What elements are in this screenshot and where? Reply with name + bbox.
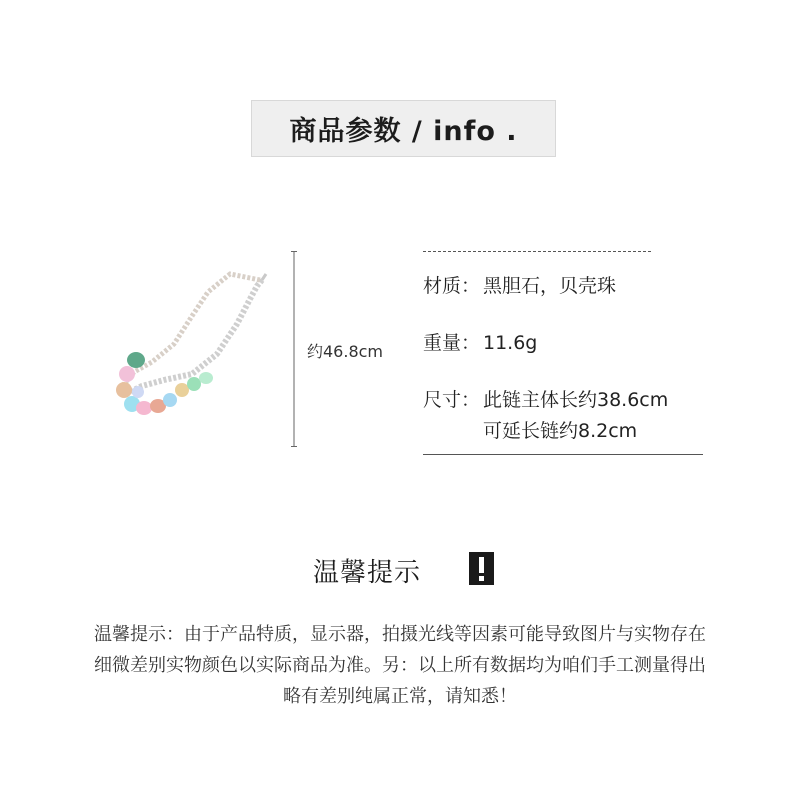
spec-key: 重量： xyxy=(423,332,481,354)
spec-value: 11.6g xyxy=(483,332,538,354)
divider-top xyxy=(423,251,651,252)
dimension-line xyxy=(291,251,297,447)
spec-size xyxy=(423,385,668,412)
exclamation-icon xyxy=(469,552,494,585)
spec-key: 材质： xyxy=(423,275,481,297)
notice-title: 温馨提示 xyxy=(313,558,422,588)
spec-size-extra: 可延长链约8.2cm xyxy=(483,420,638,442)
notice-line: 温馨提示：由于产品特质，显示器，拍摄光线等因素可能导致图片与实物存在 xyxy=(94,624,706,645)
spec-value: 黑胆石，贝壳珠 xyxy=(483,275,617,297)
page-title: 商品参数 / info . xyxy=(251,100,556,157)
notice-line: 略有差别纯属正常，请知悉！ xyxy=(283,686,517,707)
spec-weight xyxy=(423,328,537,355)
necklace-photo xyxy=(112,244,287,444)
divider-bottom xyxy=(423,454,703,455)
notice-line: 细微差别实物颜色以实际商品为准。另：以上所有数据均为咱们手工测量得出 xyxy=(94,655,706,676)
spec-material xyxy=(423,271,616,298)
spec-key: 尺寸： xyxy=(423,389,481,411)
notice-text xyxy=(30,619,770,712)
spec-value: 此链主体长约38.6cm xyxy=(483,389,669,411)
dimension-label: 约46.8cm xyxy=(307,342,384,361)
